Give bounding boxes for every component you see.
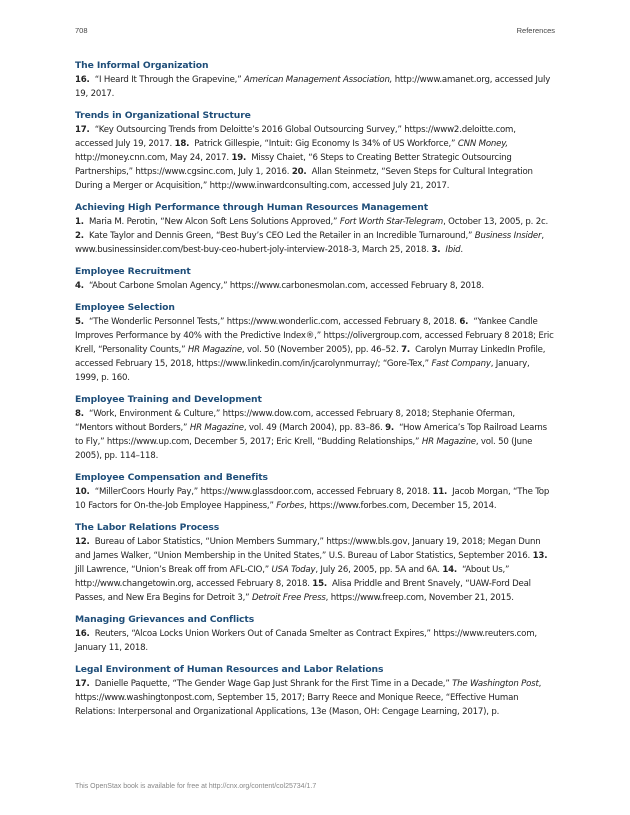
reference-source: Fast Company [431,359,491,369]
reference-entry [75,629,537,653]
page-number: 708 [75,26,88,35]
running-title: References [516,26,555,35]
reference-number: 9. [385,423,394,433]
reference-source: American Management Association, [243,75,393,85]
reference-text: Carolyn Murray LinkedIn Profile, accessed February 15, 2018, https://www.linkedin.com/in/jcarolynmurray/; “Gore-Tex,” [75,345,546,369]
reference-text: , vol. 49 (March 2004), pp. 83–86. [243,423,383,433]
reference-number: 4. [75,281,84,291]
reference-number: 2. [75,231,84,241]
reference-paragraph [75,535,555,605]
reference-entry [75,679,541,717]
reference-text: Jacob Morgan, “The Top 10 Factors for On-the-Job Employee Happiness,” [75,487,550,511]
reference-text: , vol. 50 (November 2005), pp. 46–52. [241,345,399,355]
reference-paragraph [75,123,555,193]
reference-number: 17. [75,679,90,689]
section-heading: Achieving High Performance through Human Resources Management [75,202,429,213]
reference-text: “I Heard It Through the Grapevine,” [94,75,244,85]
page-footer: This OpenStax book is available for free at http://cnx.org/content/col25734/1.7 [75,783,317,790]
reference-paragraph [75,677,555,719]
reference-text: http://www.amanet.org, accessed July 19, 2017. [75,75,551,99]
reference-source: The Washington Post [452,679,539,689]
reference-number: 7. [401,345,411,355]
reference-text: Maria M. Perotin, “New Alcon Soft Lens Solutions Approved,” [88,217,340,227]
reference-section [75,613,555,655]
reference-text: Missy Chaiet, “6 Steps to Creating Better Strategic Outsourcing Partnerships,” https://www.cgsinc.com, July 1, 2016. [75,153,512,177]
section-heading: Employee Selection [75,302,175,313]
section-heading: Employee Compensation and Benefits [75,472,268,483]
reference-section [75,201,555,257]
reference-paragraph [75,279,555,293]
section-heading: Trends in Organizational Structure [75,110,251,121]
reference-paragraph [75,215,555,257]
reference-text: “Work, Environment & Culture,” https://www.dow.com, accessed February 8, 2018; Stephanie Oferman, “Mentors without Borders,” [75,409,515,433]
reference-text: “Yankee Candle Improves Performance by 40% with the Predictive Index®,” https://olivergroup.com, accessed February 8 2018; Eric Krell, “Personality Counts,” [75,317,554,355]
reference-text: “About Carbone Smolan Agency,” https://www.carbonesmolan.com, accessed February 8, 2018. [88,281,484,291]
reference-section [75,521,555,605]
reference-text: , October 13, 2005, p. 2c. [443,217,549,227]
section-heading: Legal Environment of Human Resources and Labor Relations [75,664,384,675]
reference-text: “The Wonderlic Personnel Tests,” https://www.wonderlic.com, accessed February 8, 2018. [88,317,457,327]
reference-text: , https://www.forbes.com, December 15, 2014. [304,501,497,511]
reference-entry [75,217,548,227]
reference-number: 20. [291,167,307,177]
reference-text: , July 26, 2005, pp. 5A and 6A. [315,565,440,575]
reference-number: 10. [75,487,90,497]
reference-entry [431,245,463,255]
reference-text: , January, 1999, p. 160. [75,359,530,383]
reference-text: “Key Outsourcing Trends from Deloitte’s 2016 Global Outsourcing Survey,” https://www2.deloitte.com, accessed July 19, 2017. [75,125,516,149]
reference-text: Alisa Priddle and Brent Snavely, “UAW-Ford Deal Passes, and New Era Begins for Detroit 3,” [75,579,531,603]
reference-paragraph [75,407,555,463]
reference-source: Forbes [276,501,304,511]
reference-section [75,663,555,719]
reference-paragraph [75,73,555,101]
section-heading: The Labor Relations Process [75,522,220,533]
reference-number: 3. [431,245,441,255]
reference-number: 13. [532,551,548,561]
reference-source: Ibid [445,245,461,255]
reference-entry [75,281,484,291]
section-heading: The Informal Organization [75,60,209,71]
reference-source: Business Insider [474,231,542,241]
reference-number: 14. [442,565,457,575]
section-heading: Employee Training and Development [75,394,262,405]
reference-paragraph [75,627,555,655]
reference-number: 11. [432,487,448,497]
reference-source: CNN Money, [457,139,508,149]
reference-source: HR Magazine [189,423,244,433]
reference-section [75,471,555,513]
reference-text: , vol. 50 (June 2005), pp. 114–118. [75,437,533,461]
reference-text: Jill Lawrence, “Union’s Break off from AFL-CIO,” [75,565,272,575]
reference-paragraph [75,485,555,513]
reference-text: . [460,245,463,255]
section-heading: Managing Grievances and Conflicts [75,614,255,625]
reference-text: Reuters, “Alcoa Locks Union Workers Out of Canada Smelter as Contract Expires,” https://www.reuters.com, January 11, 2018. [75,629,537,653]
reference-text: , https://www.freep.com, November 21, 2015. [325,593,514,603]
reference-entry [75,75,550,99]
reference-section [75,393,555,463]
reference-source: HR Magazine [421,437,476,447]
page-header [75,26,555,38]
reference-source: HR Magazine [187,345,242,355]
reference-section [75,265,555,293]
reference-text: Danielle Paquette, “The Gender Wage Gap Just Shrank for the First Time in a Decade,” [94,679,453,689]
reference-section [75,301,555,385]
reference-number: 15. [312,579,327,589]
reference-source: Detroit Free Press [251,593,326,603]
reference-number: 17. [75,125,90,135]
references-content [75,59,555,727]
reference-text: Kate Taylor and Dennis Green, “Best Buy’s CEO Led the Retailer in an Incredible Turnaround,” [88,231,475,241]
reference-text: , https://www.washingtonpost.com, September 15, 2017; Barry Reece and Monique Reece, “Effective Human Relations: Interpersonal and Organizational Applications, 13e (Mason, OH: Cengage Learning, 2017), p. [75,679,542,717]
reference-number: 18. [174,139,190,149]
reference-number: 16. [75,75,90,85]
reference-text: Allan Steinmetz, “Seven Steps for Cultural Integration During a Merger or Acquisition,” http://www.inwardconsulting.com, accessed July 21, 2017. [75,167,533,191]
reference-number: 12. [75,537,90,547]
reference-source: USA Today [271,565,316,575]
reference-number: 1. [75,217,84,227]
reference-entry [75,487,430,497]
reference-text: “About Us,” http://www.changetowin.org, accessed February 8, 2018. [75,565,510,589]
reference-number: 6. [459,317,469,327]
reference-entry [75,537,540,561]
reference-entry [75,231,544,255]
reference-number: 8. [75,409,84,419]
reference-text: Patrick Gillespie, “Intuit: Gig Economy Is 34% of US Workforce,” [194,139,458,149]
reference-text: “MillerCoors Hourly Pay,” https://www.glassdoor.com, accessed February 8, 2018. [94,487,430,497]
reference-entry [75,317,457,327]
reference-text: http://money.cnn.com, May 24, 2017. [75,153,229,163]
reference-section [75,59,555,101]
reference-section [75,109,555,193]
reference-paragraph [75,315,555,385]
reference-text: , www.businessinsider.com/best-buy-ceo-hubert-joly-interview-2018-3, March 25, 2018. [75,231,544,255]
reference-text: “How America’s Top Railroad Learns to Fly,” https://www.up.com, December 5, 2017; Eric Krell, “Budding Relationships,” [75,423,547,447]
reference-number: 16. [75,629,90,639]
reference-number: 5. [75,317,84,327]
reference-text: Bureau of Labor Statistics, “Union Members Summary,” https://www.bls.gov, January 19, 2018; Megan Dunn and James Walker, “Union Membership in the United States,” U.S. Bureau of Labor Statistics, September 2016. [75,537,541,561]
reference-number: 19. [231,153,247,163]
reference-source: Fort Worth Star-Telegram [339,217,444,227]
section-heading: Employee Recruitment [75,266,191,277]
